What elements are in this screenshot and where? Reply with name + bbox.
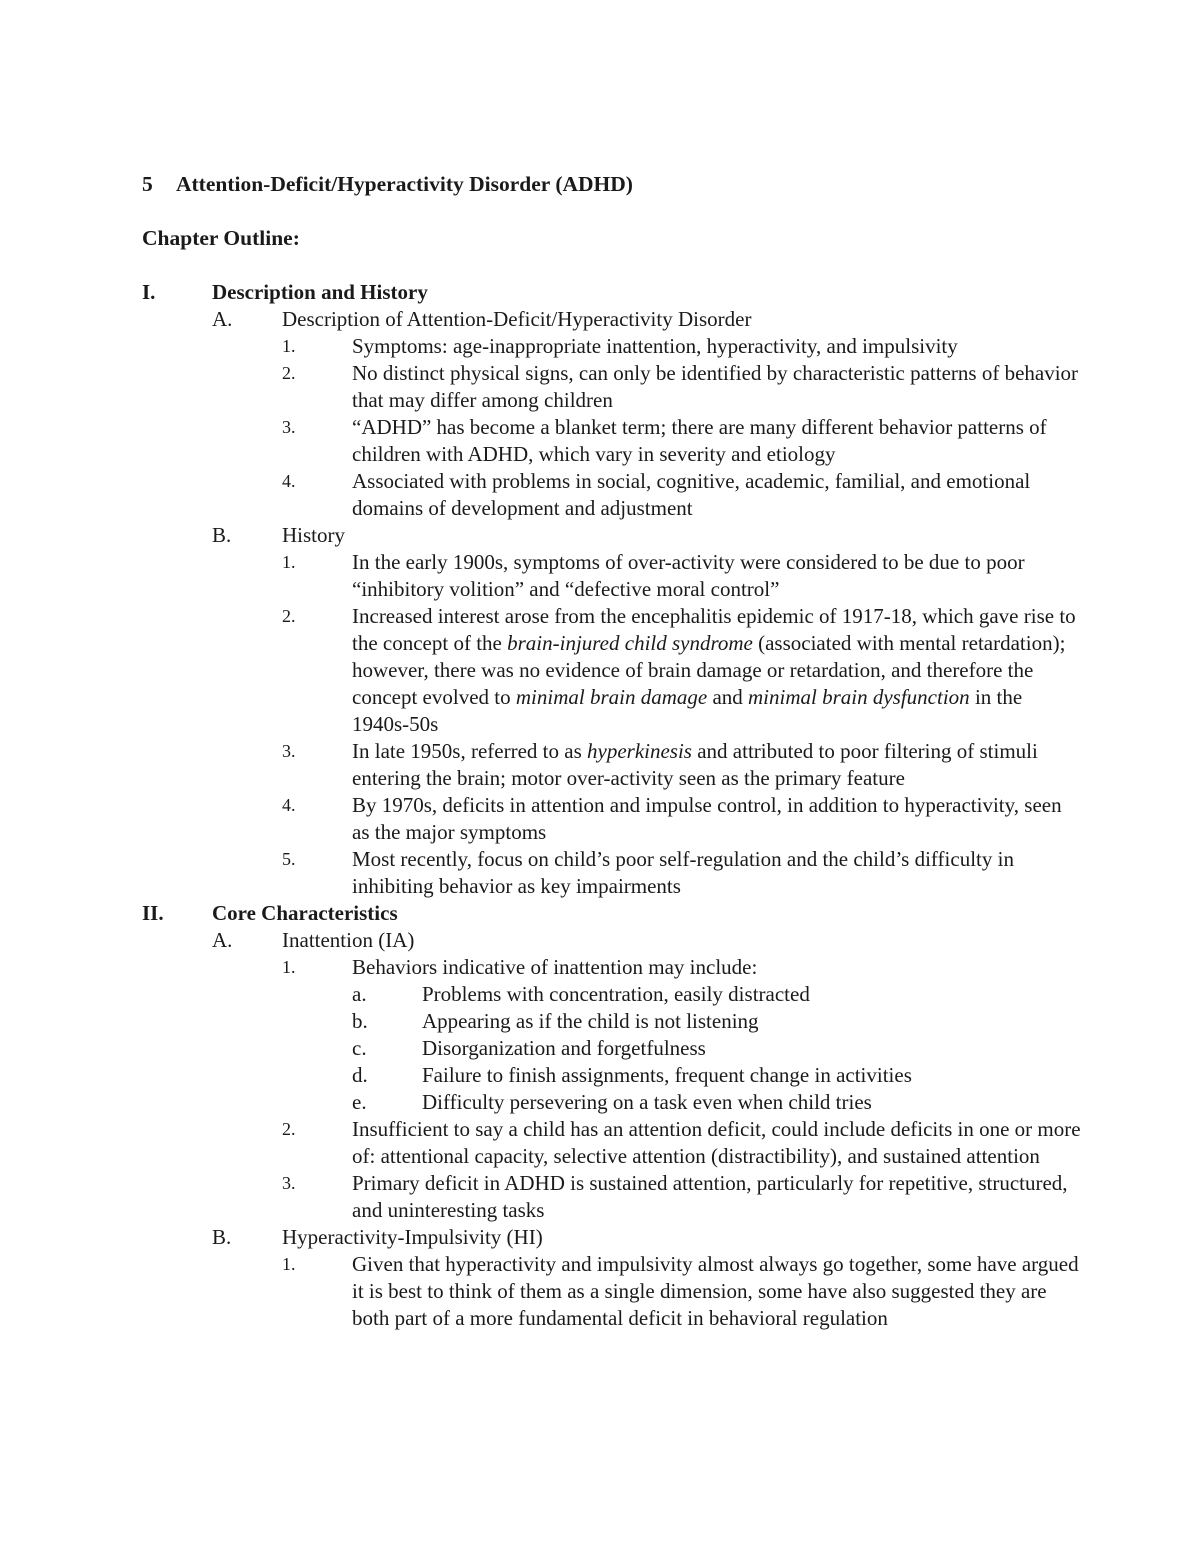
outline-item bbox=[142, 468, 1082, 522]
subitem-text: Failure to finish assignments, frequent change in activities bbox=[422, 1063, 912, 1087]
emphasis-term: minimal brain damage bbox=[515, 685, 708, 709]
item-marker: 1. bbox=[282, 336, 296, 356]
emphasis-term: brain-injured child syndrome bbox=[507, 631, 753, 655]
item-text bbox=[352, 603, 1082, 738]
outline-section bbox=[142, 900, 1082, 927]
section-marker: II. bbox=[142, 901, 164, 925]
section-title: Description and History bbox=[212, 280, 428, 304]
section-title: Core Characteristics bbox=[212, 901, 398, 925]
item-text: By 1970s, deficits in attention and impulse control, in addition to hyperactivity, seen as the major symptoms bbox=[352, 793, 1062, 844]
item-marker: 3. bbox=[282, 417, 296, 437]
item-marker: 1. bbox=[282, 1254, 296, 1274]
outline-subitem bbox=[142, 1089, 1082, 1116]
subsection-marker: A. bbox=[212, 928, 233, 952]
item-marker: 3. bbox=[282, 1173, 296, 1193]
outline-subitem bbox=[142, 981, 1082, 1008]
subitem-text: Disorganization and forgetfulness bbox=[422, 1036, 706, 1060]
emphasis-term: hyperkinesis bbox=[587, 739, 692, 763]
text-run: Increased interest arose from the encephalitis epidemic of 1917-18, which gave rise to the concept of the bbox=[352, 604, 1076, 655]
outline-subitem bbox=[142, 1035, 1082, 1062]
text-run: and attributed to poor filtering of stimuli entering the brain; motor over-activity seen as the primary feature bbox=[352, 739, 1038, 790]
outline-item bbox=[142, 549, 1082, 603]
subitem-text: Appearing as if the child is not listening bbox=[422, 1009, 759, 1033]
subitem-text: Problems with concentration, easily distracted bbox=[422, 982, 810, 1006]
subsection-title: Inattention (IA) bbox=[282, 928, 415, 952]
outline-item bbox=[142, 414, 1082, 468]
subitem-marker: e. bbox=[352, 1090, 367, 1114]
item-text: Behaviors indicative of inattention may include: bbox=[352, 955, 758, 979]
outline-item bbox=[142, 1116, 1082, 1170]
item-marker: 2. bbox=[282, 1119, 296, 1139]
emphasis-term: minimal brain dysfunction bbox=[748, 685, 970, 709]
subsection-marker: A. bbox=[212, 307, 233, 331]
outline-section bbox=[142, 279, 1082, 306]
subitem-text: Difficulty persevering on a task even when child tries bbox=[422, 1090, 872, 1114]
outline-item bbox=[142, 1251, 1082, 1332]
outline-item bbox=[142, 738, 1082, 792]
outline-item bbox=[142, 954, 1082, 981]
text-run: in the 1940s-50s bbox=[352, 685, 1023, 736]
subitem-marker: a. bbox=[352, 982, 367, 1006]
outline-subsection bbox=[142, 306, 1082, 333]
outline-subsection bbox=[142, 522, 1082, 549]
chapter-title bbox=[142, 171, 633, 198]
item-marker: 5. bbox=[282, 849, 296, 869]
outline-subsection bbox=[142, 1224, 1082, 1251]
outline-subitem bbox=[142, 1062, 1082, 1089]
item-text: “ADHD” has become a blanket term; there are many different behavior patterns of children with ADHD, which vary in severity and etiology bbox=[352, 415, 1047, 466]
subsection-marker: B. bbox=[212, 523, 232, 547]
item-marker: 1. bbox=[282, 552, 296, 572]
item-text: Primary deficit in ADHD is sustained attention, particularly for repetitive, structured, and uninteresting tasks bbox=[352, 1171, 1068, 1222]
item-text: In the early 1900s, symptoms of over-activity were considered to be due to poor “inhibitory volition” and “defective moral control” bbox=[352, 550, 1025, 601]
subitem-marker: d. bbox=[352, 1063, 368, 1087]
outline-item bbox=[142, 360, 1082, 414]
chapter-title-text: Attention-Deficit/Hyperactivity Disorder (ADHD) bbox=[176, 172, 633, 196]
text-run: (associated with mental retardation); however, there was no evidence of brain damage or retardation, and therefore the concept evolved to bbox=[352, 631, 1066, 709]
outline-item bbox=[142, 333, 1082, 360]
chapter-outline bbox=[142, 279, 1082, 1332]
subsection-title: Description of Attention-Deficit/Hyperactivity Disorder bbox=[282, 307, 752, 331]
item-marker: 4. bbox=[282, 795, 296, 815]
item-text: Most recently, focus on child’s poor self-regulation and the child’s difficulty in inhibiting behavior as key impairments bbox=[352, 847, 1014, 898]
chapter-number: 5 bbox=[142, 172, 153, 196]
subsection-title: History bbox=[282, 523, 345, 547]
item-marker: 4. bbox=[282, 471, 296, 491]
item-text: Associated with problems in social, cognitive, academic, familial, and emotional domains of development and adjustment bbox=[352, 469, 1031, 520]
item-marker: 2. bbox=[282, 606, 296, 626]
subsection-marker: B. bbox=[212, 1225, 232, 1249]
text-run: In late 1950s, referred to as bbox=[352, 739, 587, 763]
outline-item bbox=[142, 792, 1082, 846]
outline-subsection bbox=[142, 927, 1082, 954]
item-text: No distinct physical signs, can only be identified by characteristic patterns of behavior that may differ among children bbox=[352, 361, 1079, 412]
section-marker: I. bbox=[142, 280, 156, 304]
outline-item bbox=[142, 603, 1082, 738]
item-text: Insufficient to say a child has an attention deficit, could include deficits in one or more of: attentional capacity, selective attention (distractibility), and sustained attention bbox=[352, 1117, 1081, 1168]
item-text bbox=[352, 738, 1082, 792]
outline-item bbox=[142, 1170, 1082, 1224]
item-marker: 1. bbox=[282, 957, 296, 977]
outline-item bbox=[142, 846, 1082, 900]
subitem-marker: b. bbox=[352, 1009, 368, 1033]
chapter-outline-label: Chapter Outline: bbox=[142, 226, 300, 250]
subsection-title: Hyperactivity-Impulsivity (HI) bbox=[282, 1225, 543, 1249]
subitem-marker: c. bbox=[352, 1036, 367, 1060]
item-marker: 2. bbox=[282, 363, 296, 383]
item-marker: 3. bbox=[282, 741, 296, 761]
outline-subitem bbox=[142, 1008, 1082, 1035]
item-text: Symptoms: age-inappropriate inattention, hyperactivity, and impulsivity bbox=[352, 334, 958, 358]
text-run: and bbox=[707, 685, 749, 709]
item-text: Given that hyperactivity and impulsivity almost always go together, some have argued it is best to think of them as a single dimension, some have also suggested they are both part of a more fundamental deficit in behavioral regulation bbox=[352, 1252, 1079, 1330]
